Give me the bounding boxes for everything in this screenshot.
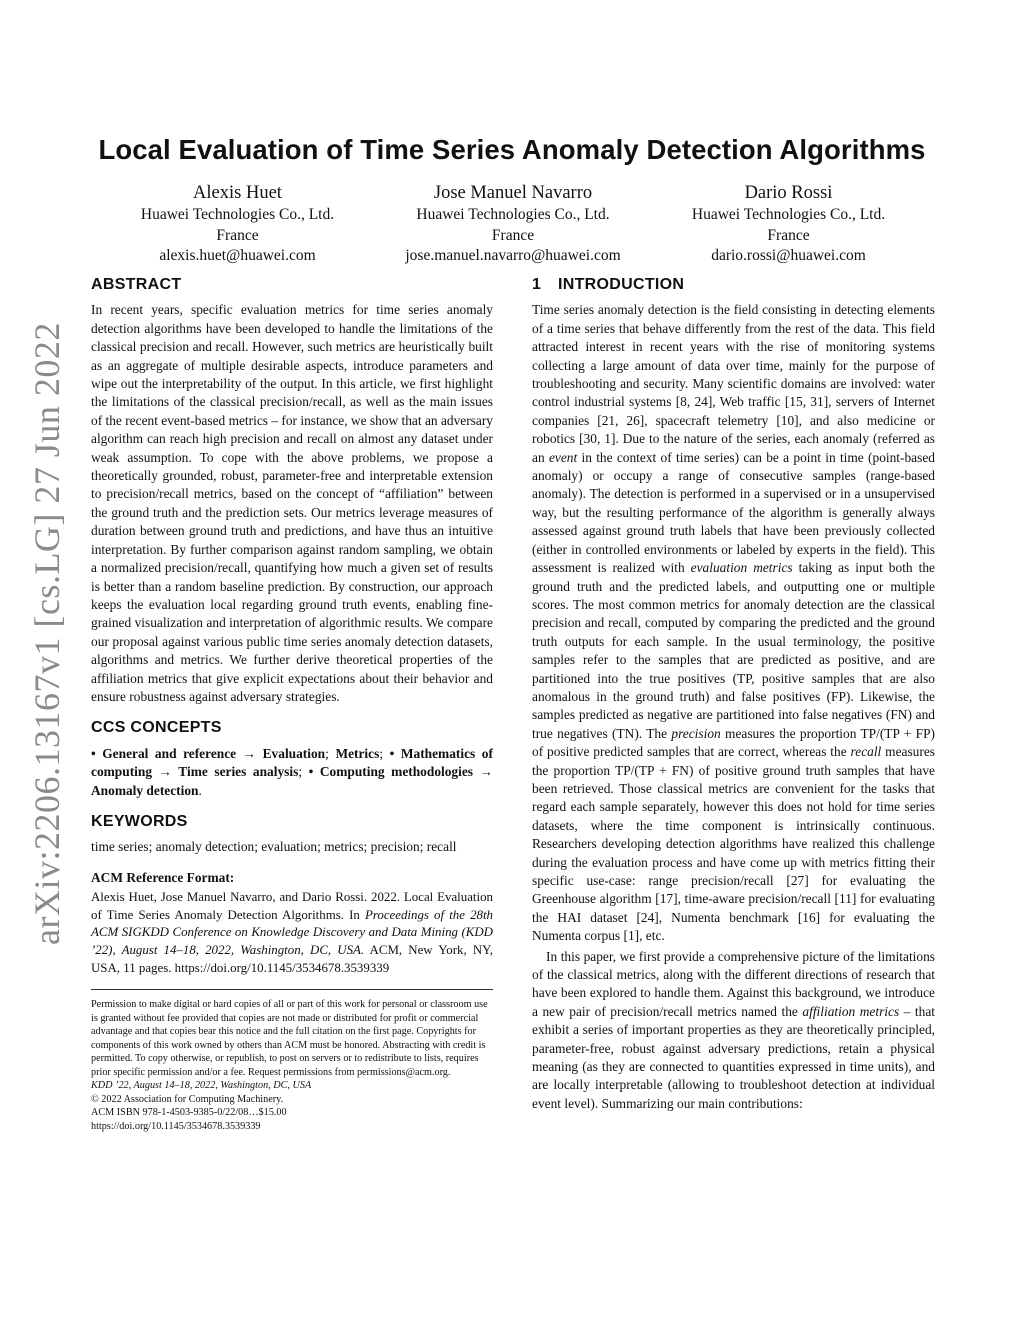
introduction-paragraph-1: Time series anomaly detection is the field consisting in detecting elements of a time series that behave differently from the rest of the data. This field attracted interest in recent years with the rise of monitoring systems collecting a large amount of data over time, mainly for the purpose of troubleshooting and security. Many scientific domains are involved: water control industrial systems [8, 24], Web traffic [15, 31], servers of Internet companies [21, 26], spacecraft telemetry [10], and also medicine or robotics [30, 1]. Due to the nature of the series, each anomaly (referred as an event in the context of time series) can be a point in time (point-based anomaly) or occupy a range of consecutive samples (range-based anomaly). The detection is performed in a supervised or in a unsupervised way, but the resulting performance of the algorithm is generally always assessed against ground truth labels that have been previously collected (either in controlled environments or labeled by experts in the field). This assessment is realized with evaluation metrics taking as input both the ground truth and the predicted labels, and outputting one or multiple scores. The most common metrics for anomaly detection are the classical precision and recall, computed by comparing the predicted and the ground truth outputs for each sample. In the usual terminology, the positive samples refer to the samples that are predicted as positive, and are partitioned into the true positives (TP, positive samples that are also anomalous in the ground truth) and false positives (FP). Likewise, the samples predicted as negative are partitioned into false negatives (FN) and true negatives (TN). The precision measures the proportion TP/(TP + FP) of positive predicted samples that are correct, whereas the recall measures the proportion TP/(TP + FN) of positive ground truth samples that have been retrieved. Those classical metrics are convenient for the tasks that regard each sample separately, however this does not hold for time series datasets, where the time component is intrinsically continuous. Researchers developing detection algorithms have realized this challenge during the evaluation process and have come up with metrics fitting their specific use-case: range precision/recall [27] for evaluating the Greenhouse algorithm [17], time-aware precision/recall [11] for evaluating the HAI dataset [24], Numenta benchmark [16] for evaluating the Numenta corpus [1], etc. xyxy=(532,302,935,944)
ccs-concepts: • General and reference → Evaluation; Metrics; • Mathematics of computing → Time series analysis; • Computing methodologies → Anomaly detection. xyxy=(91,745,493,798)
introduction-paragraph-2: In this paper, we first provide a comprehensive picture of the limitations of the classical metrics, along with the different directions of research that have been explored to handle them. Against this background, we introduce a new pair of precision/recall metrics named the affiliation metrics – that exhibit a series of important properties as they are theoretically principled, parameter-free, robust against adversary predictions, retain a physical meaning (as they are connected to quantities expressed in time units), and are locally interpretable (allowing to troubleshoot detection at individual event level). Summarizing our main contributions: xyxy=(532,948,935,1111)
left-column xyxy=(91,276,493,1133)
author-email[interactable]: dario.rossi@huawei.com xyxy=(711,247,866,264)
right-column xyxy=(532,276,935,1113)
author-3 xyxy=(651,182,926,267)
author-country: France xyxy=(767,226,810,244)
permission-text: Permission to make digital or hard copies of all or part of this work for personal or classroom use is granted without fee provided that copies are not made or distributed for profit or commercial advantage and that copies bear this notice and the full citation on the first page. Copyrights for components of this work owned by others than ACM must be honored. Abstracting with credit is permitted. To copy otherwise, or republish, to post on servers or to redistribute to lists, requires prior specific permission and/or a fee. Request permissions from permissions@acm.org. xyxy=(91,999,488,1078)
keywords-heading: KEYWORDS xyxy=(91,812,188,830)
arxiv-identifier-stamp: arXiv:2206.13167v1 [cs.LG] 27 Jun 2022 xyxy=(27,322,67,945)
author-name: Jose Manuel Navarro xyxy=(433,183,593,203)
permission-footnote xyxy=(91,998,493,1133)
author-affiliation: Huawei Technologies Co., Ltd. xyxy=(691,206,886,223)
paper-title: Local Evaluation of Time Series Anomaly Detection Algorithms xyxy=(98,134,926,165)
author-email[interactable]: jose.manuel.navarro@huawei.com xyxy=(405,247,621,264)
author-country: France xyxy=(216,226,259,244)
introduction-heading: 1 INTRODUCTION xyxy=(532,276,685,293)
isbn-line: ACM ISBN 978-1-4503-9385-0/22/08…$15.00 xyxy=(91,1107,287,1119)
abstract-text: In recent years, specific evaluation metrics for time series anomaly detection algorithms have been developed to handle the limitations of the classical precision and recall. However, such metrics are heuristically built as an aggregate of multiple desirable aspects, introduce parameters and wipe out the interpretability of the output. In this article, we first highlight the limitations of the classical precision/recall, as well as the main issues of the recent event-based metrics – for instance, we show that an adversary algorithm can reach high precision and recall on almost any dataset under weak assumption. To cope with the above problems, we propose a theoretically grounded, robust, parameter-free and interpretable extension to precision/recall metrics, based on the concept of “affiliation” between the ground truth and the prediction sets. Our metrics leverage measures of duration between ground truth and predictions, and have thus an intuitive interpretation. By further comparison against random sampling, we obtain a normalized precision/recall, quantifying how much a given set of results is better than a random baseline prediction. By construction, our approach keeps the evaluation local regarding ground truth events, enabling fine-grained visualization and interpretation of algorithmic results. We compare our proposal against various public time series anomaly detection datasets, algorithms and metrics. We further derive theoretical properties of the affiliation metrics that give explicit expectations about their behavior and ensure robustness against adversary strategies. xyxy=(91,302,493,704)
author-name: Alexis Huet xyxy=(193,183,282,203)
abstract-heading: ABSTRACT xyxy=(91,276,182,293)
author-affiliation: Huawei Technologies Co., Ltd. xyxy=(140,206,335,223)
author-affiliation: Huawei Technologies Co., Ltd. xyxy=(416,206,610,223)
keywords-text: time series; anomaly detection; evaluation; metrics; precision; recall xyxy=(91,839,457,855)
author-country: France xyxy=(491,226,535,244)
author-email[interactable]: alexis.huet@huawei.com xyxy=(159,247,316,264)
copyright-line: © 2022 Association for Computing Machinery. xyxy=(91,1093,284,1105)
acm-reference-text: Alexis Huet, Jose Manuel Navarro, and Dario Rossi. 2022. Local Evaluation of Time Series Anomaly Detection Algorithms. In Proceedings of the 28th ACM SIGKDD Conference on Knowledge Discovery and Data Mining (KDD ’22), August 14–18, 2022, Washington, DC, USA. ACM, New York, NY, USA, 11 pages. https://doi.org/10.1145/3534678.3539339 xyxy=(91,890,493,975)
author-block xyxy=(100,182,926,267)
author-1 xyxy=(100,182,375,267)
doi-link[interactable]: https://doi.org/10.1145/3534678.3539339 xyxy=(91,1120,261,1132)
ccs-heading: CCS CONCEPTS xyxy=(91,719,222,737)
conference-line: KDD ’22, August 14–18, 2022, Washington, DC, USA xyxy=(91,1080,312,1092)
author-name: Dario Rossi xyxy=(744,183,833,203)
acm-reference-heading: ACM Reference Format: xyxy=(91,869,235,885)
footnote-divider xyxy=(91,989,493,990)
author-2 xyxy=(376,182,651,267)
